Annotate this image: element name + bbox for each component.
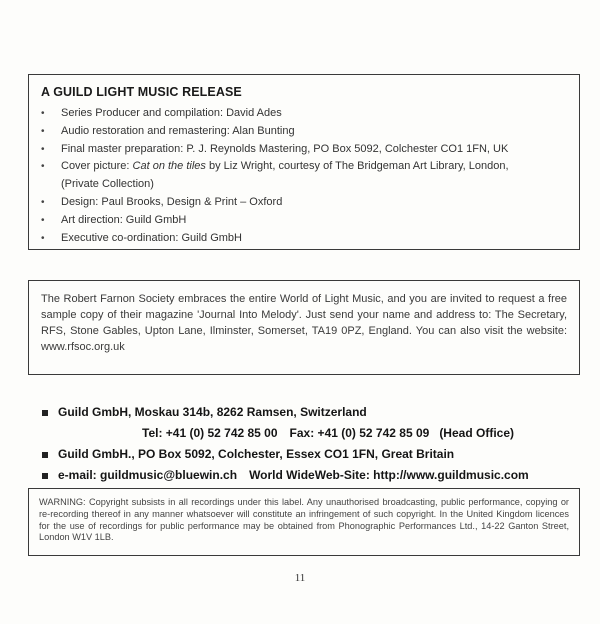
- contact-uk: [42, 446, 562, 463]
- cover-continuation: (Private Collection): [61, 178, 154, 191]
- bullet-icon: •: [41, 214, 45, 226]
- square-bullet-icon: [42, 410, 48, 416]
- bullet-icon: •: [41, 143, 45, 155]
- credit-item: [41, 230, 567, 248]
- society-info-box: [28, 280, 580, 375]
- uk-address: Guild GmbH., PO Box 5092, Colchester, Essex CO1 1FN, Great Britain: [58, 447, 455, 461]
- credit-item: [41, 141, 567, 159]
- credit-text: Executive co-ordination: Guild GmbH: [61, 231, 242, 244]
- credit-text: Art direction: Guild GmbH: [61, 213, 187, 226]
- bullet-icon: •: [41, 232, 45, 244]
- cover-credit: by Liz Wright, courtesy of The Bridgeman Art Library, London,: [205, 160, 509, 173]
- society-text: The Robert Farnon Society embraces the entire World of Light Music, and you are invited to request a free sample copy of their magazine 'Journal Into Melody'. Just send your name and address to: The Secretary, RFS, Stone Gables, Upton Lane, Ilminster, Somerset, TA19 0PZ, England. You can also visit the website: www.rfsoc.org.uk: [41, 293, 567, 353]
- email: e-mail: guildmusic@bluewin.ch: [58, 468, 238, 482]
- swiss-address: Guild GmbH, Moskau 314b, 8262 Ramsen, Switzerland: [58, 405, 367, 419]
- credits-list: [41, 105, 567, 247]
- copyright-warning-box: [28, 488, 580, 556]
- credit-item: [41, 105, 567, 123]
- bullet-icon: •: [41, 125, 45, 137]
- release-credits-box: [28, 74, 580, 250]
- cover-prefix: Cover picture:: [61, 160, 133, 173]
- credit-item: [41, 212, 567, 230]
- credit-text: Final master preparation: P. J. Reynolds Mastering, PO Box 5092, Colchester CO1 1FN, UK: [61, 142, 509, 155]
- square-bullet-icon: [42, 473, 48, 479]
- telephone: Tel: +41 (0) 52 742 85 00: [142, 426, 278, 440]
- cover-title: Cat on the tiles: [132, 160, 206, 173]
- square-bullet-icon: [42, 452, 48, 458]
- contact-swiss: [42, 404, 562, 421]
- bullet-icon: •: [41, 161, 45, 173]
- bullet-icon: •: [41, 196, 45, 208]
- credit-item: [41, 194, 567, 212]
- credit-item: [41, 123, 567, 141]
- release-title: A GUILD LIGHT MUSIC RELEASE: [41, 85, 242, 99]
- contact-phone-line: [42, 425, 562, 442]
- fax: Fax: +41 (0) 52 742 85 09: [289, 426, 430, 440]
- head-office-label: (Head Office): [439, 426, 514, 440]
- page-number: 11: [294, 572, 306, 584]
- credit-text: Series Producer and compilation: David Ades: [61, 107, 282, 119]
- bullet-icon: •: [41, 108, 45, 119]
- warning-text: WARNING: Copyright subsists in all recordings under this label. Any unauthorised broadcasting, public performance, copying or re-recording thereof in any manner whatsoever will constitute an infringement of such copyright. In the United Kingdom licences for the use of recordings for public performance may be obtained from Phonographic Performances Ltd., 14-22 Ganton Street, London W1V 1LB.: [39, 497, 569, 543]
- credit-item-cover: [41, 158, 567, 194]
- contact-online: [42, 467, 562, 484]
- contact-block: [42, 404, 562, 488]
- credit-text: Design: Paul Brooks, Design & Print – Oxford: [61, 195, 283, 208]
- credit-text: Audio restoration and remastering: Alan Bunting: [61, 124, 295, 137]
- website: World WideWeb-Site: http://www.guildmusic.com: [249, 468, 529, 482]
